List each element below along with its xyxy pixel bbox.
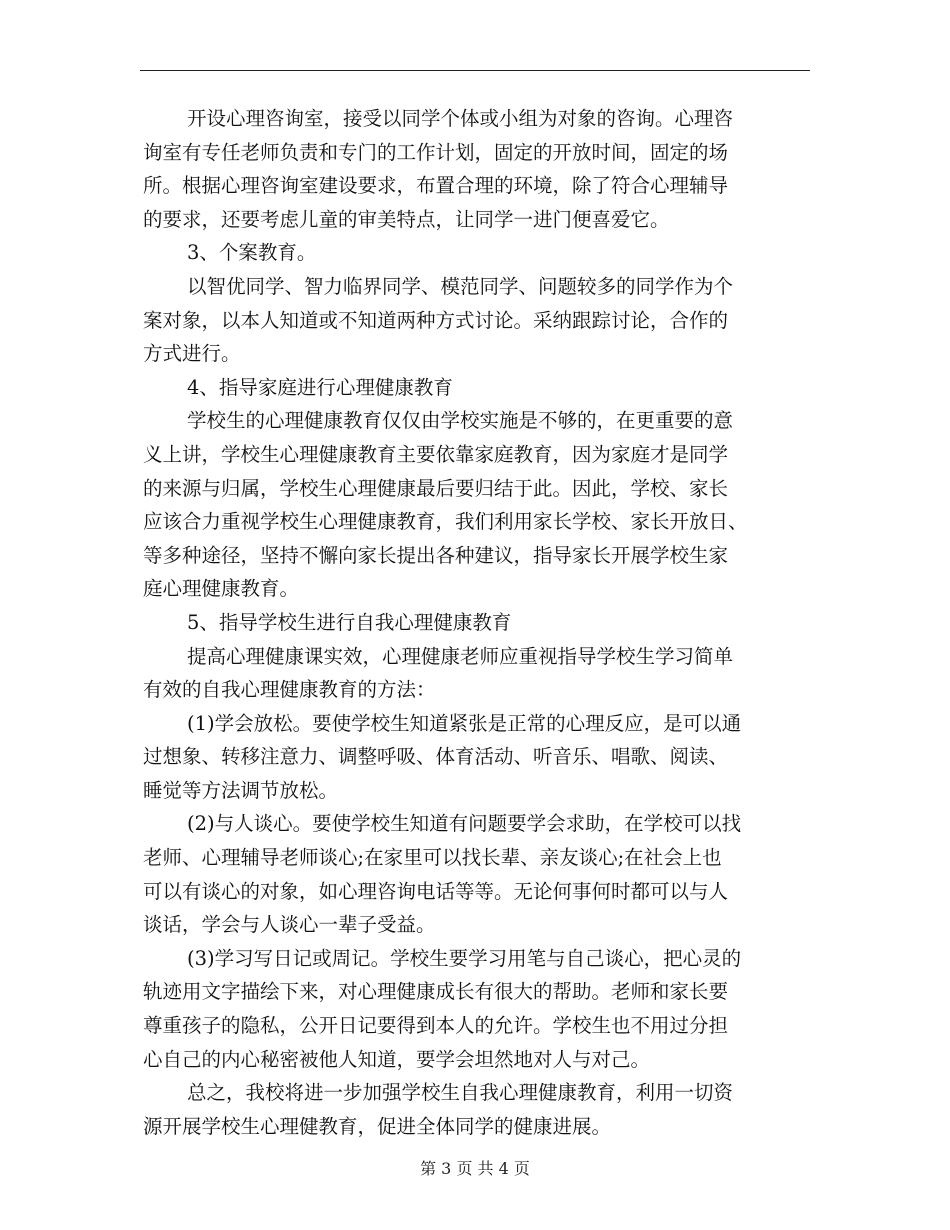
paragraph-line: 庭心理健康教育。 (143, 577, 300, 601)
body-text (143, 102, 807, 1143)
paragraph-line: 等多种途径，坚持不懈向家长提出各种建议，指导家长开展学校生家 (143, 543, 729, 567)
section-heading: 5、指导学校生进行自我心理健康教育 (187, 610, 512, 634)
paragraph-line: 以智优同学、智力临界同学、模范同学、问题较多的同学作为个 (187, 274, 734, 298)
paragraph-line: 开设心理咨询室，接受以同学个体或小组为对象的咨询。心理咨 (187, 107, 734, 130)
paragraph-line: 学校生的心理健康教育仅仅由学校实施是不够的，在更重要的意 (187, 409, 734, 433)
paragraph-line: 总之，我校将进一步加强学校生自我心理健康教育，利用一切资 (187, 1081, 734, 1105)
list-item-line: 尊重孩子的隐私，公开日记要得到本人的允许。学校生也不用过分担 (143, 1014, 729, 1038)
paragraph-line: 所。根据心理咨询室建设要求，布置合理的环境，除了符合心理辅导 (143, 174, 729, 198)
paragraph-line: 案对象，以本人知道或不知道两种方式讨论。采纳跟踪讨论，合作的 (143, 308, 729, 332)
list-item-line: 可以有谈心的对象，如心理咨询电话等等。无论何事何时都可以与人 (143, 879, 729, 903)
paragraph-line: 有效的自我心理健康教育的方法： (143, 678, 436, 702)
list-item-line: 过想象、转移注意力、调整呼吸、体育活动、听音乐、唱歌、阅读、 (143, 745, 729, 769)
list-item-line: 谈话，学会与人谈心一辈子受益。 (143, 913, 436, 937)
paragraph-line: 源开展学校生心理健教育，促进全体同学的健康进展。 (143, 1114, 612, 1138)
section-heading: 3、个案教育。 (187, 241, 317, 265)
list-item-line: 心自己的内心秘密被他人知道，要学会坦然地对人与对己。 (143, 1047, 651, 1071)
list-item-line: 轨迹用文字描绘下来，对心理健康成长有很大的帮助。老师和家长要 (143, 980, 729, 1004)
paragraph-line: 应该合力重视学校生心理健康教育，我们利用家长学校、家长开放日、 (143, 510, 748, 534)
paragraph-line: 的来源与归属，学校生心理健康最后要归结于此。因此，学校、家长 (143, 476, 729, 500)
page-number-footer: 第 3 页 共 4 页 (420, 1159, 530, 1178)
paragraph-line: 的要求，还要考虑儿童的审美特点，让同学一进门便喜爱它。 (143, 207, 670, 231)
list-item-line: 老师、心理辅导老师谈心;在家里可以找长辈、亲友谈心;在社会上也 (143, 846, 722, 870)
list-item-line: (2)与人谈心。要使学校生知道有问题要学会求助，在学校可以找 (187, 812, 742, 836)
list-item-line: (3)学习写日记或周记。学校生要学习用笔与自己谈心，把心灵的 (187, 946, 742, 970)
list-item-line: 睡觉等方法调节放松。 (143, 778, 339, 802)
list-item-line: (1)学会放松。要使学校生知道紧张是正常的心理反应，是可以通 (187, 711, 742, 735)
section-heading: 4、指导家庭进行心理健康教育 (187, 375, 453, 399)
paragraph-line: 方式进行。 (143, 342, 241, 366)
paragraph-line: 义上讲，学校生心理健康教育主要依靠家庭教育，因为家庭才是同学 (143, 442, 729, 466)
paragraph-line: 询室有专任老师负责和专门的工作计划，固定的开放时间，固定的场 (143, 140, 729, 164)
paragraph-line: 提高心理健康课实效，心理健康老师应重视指导学校生学习简单 (187, 644, 734, 668)
header-rule (140, 70, 810, 71)
